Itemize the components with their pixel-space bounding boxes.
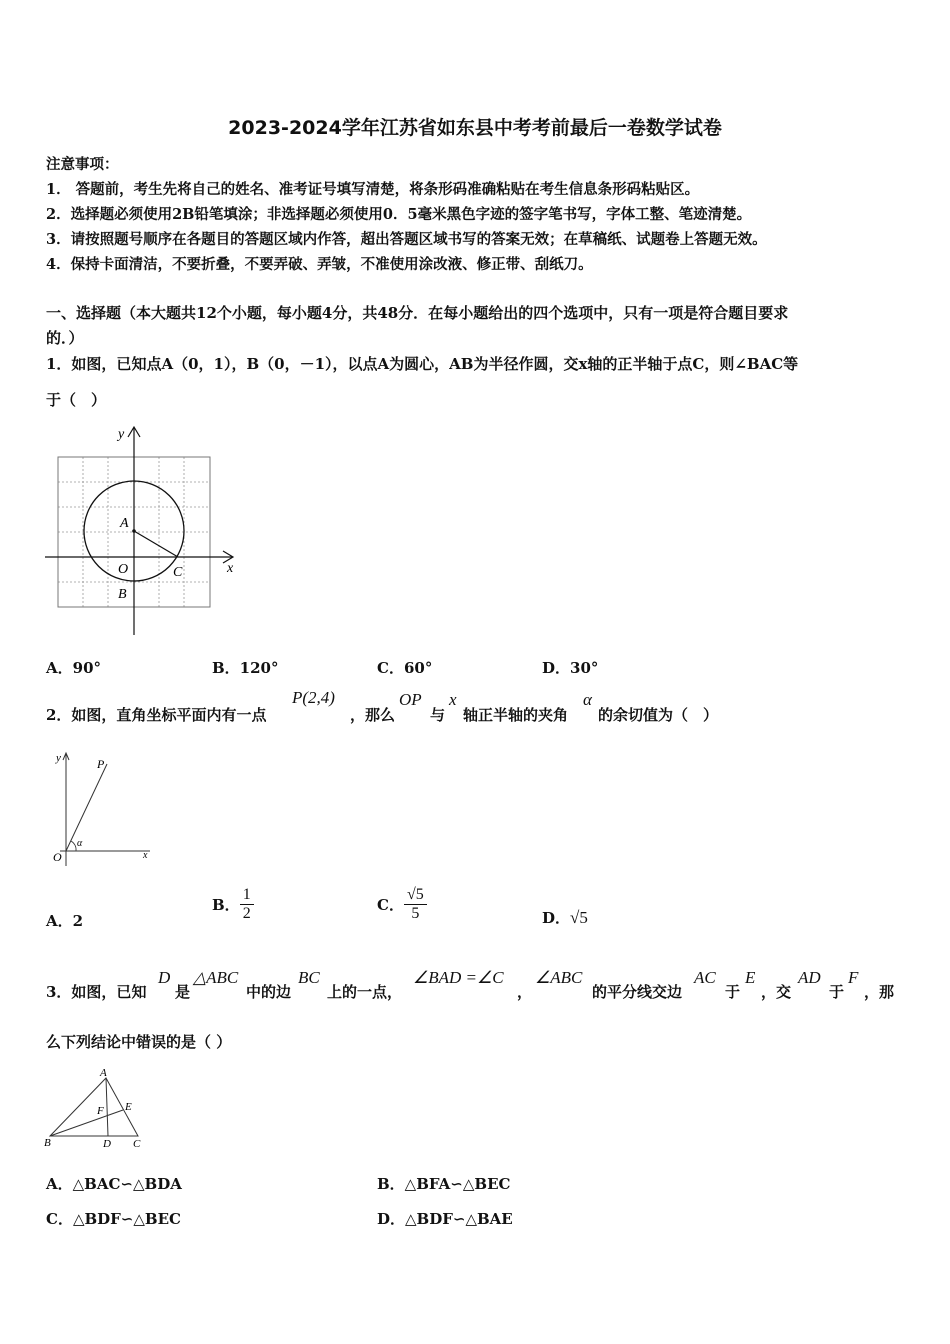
q1-option-d: D．30°	[542, 659, 599, 677]
q3-stem-part9: 于	[829, 983, 845, 1001]
q2-option-c-numerator: √5	[404, 886, 427, 905]
label-o: O	[53, 850, 62, 864]
q2-option-c	[377, 886, 427, 923]
q3-math-f: F	[848, 968, 859, 987]
q2-option-d-label: D．	[542, 909, 571, 927]
note-item-2: 2．选择题必须使用2B铅笔填涂；非选择题必须使用0．5毫米黑色字迹的签字笔书写，字体工整、笔迹清楚。	[46, 206, 752, 223]
q3-stem-line2: 么下列结论中错误的是（ ）	[46, 1033, 232, 1051]
q2-stem-part1: 2．如图，直角坐标平面内有一点	[46, 706, 267, 724]
q3-option-a: A．△BAC∽△BDA	[46, 1175, 182, 1193]
q3-math-bc: BC	[298, 968, 320, 987]
label-b: B	[44, 1137, 51, 1149]
angle-arc	[71, 841, 76, 851]
segment-ac	[134, 531, 178, 557]
label-e: E	[125, 1101, 132, 1113]
q3-figure	[40, 1066, 150, 1152]
q3-math-abc: ∠ABC	[535, 968, 583, 987]
q2-option-b-denominator: 2	[242, 905, 251, 922]
q3-stem-part3: 中的边	[246, 983, 292, 1001]
label-a: A	[100, 1067, 107, 1079]
q2-stem-part2: ，那么	[350, 706, 396, 724]
label-c: C	[173, 565, 183, 580]
label-f: F	[97, 1105, 104, 1117]
q2-option-d-value: √5	[570, 908, 588, 927]
q3-math-triangle: △ABC	[193, 968, 239, 987]
q3-math-angle-eq: ∠BAD =∠C	[413, 968, 504, 987]
q2-option-d	[542, 907, 588, 928]
section-heading-line2: 的．）	[46, 329, 84, 347]
q2-option-a-label: A．	[46, 912, 73, 930]
q2-option-c-label: C．	[377, 896, 404, 914]
q2-option-c-fraction	[404, 886, 427, 923]
q1-stem-line1: 1．如图，已知点A（0，1），B（0，－1），以点A为圆心，AB为半径作圆，交x轴的正半轴于点C，则∠BAC等	[46, 355, 799, 373]
segment-be	[50, 1110, 123, 1136]
q3-option-c: C．△BDF∽△BEC	[46, 1210, 181, 1228]
q3-stem-part4: 上的一点，	[327, 983, 403, 1001]
q2-option-c-denominator: 5	[411, 905, 420, 922]
q1-option-b: B．120°	[212, 659, 279, 677]
q2-option-b-label: B．	[212, 896, 240, 914]
q3-math-e: E	[745, 968, 756, 987]
label-x: x	[143, 850, 148, 861]
q2-math-op: OP	[399, 690, 422, 709]
q2-option-b-fraction	[240, 886, 254, 923]
q3-math-ac: AC	[694, 968, 716, 987]
q2-stem-part3: 与	[430, 706, 446, 724]
q3-stem-part1: 3．如图，已知	[46, 983, 147, 1001]
q1-option-c: C．60°	[377, 659, 433, 677]
note-item-3: 3．请按照题号顺序在各题目的答题区域内作答，超出答题区域书写的答案无效；在草稿纸、试题卷上答题无效。	[46, 231, 767, 248]
q3-math-ad: AD	[798, 968, 821, 987]
q3-option-d: D．△BDF∽△BAE	[377, 1210, 513, 1228]
q1-option-a: A．90°	[46, 659, 102, 677]
q1-stem-line2: 于（ ）	[46, 391, 107, 409]
note-item-1: 1． 答题前，考生先将自己的姓名、准考证号填写清楚，将条形码准确粘贴在考生信息条形码粘贴区。	[46, 181, 700, 198]
section-heading-line1: 一、选择题（本大题共12个小题，每小题4分，共48分．在每小题给出的四个选项中，只有一项是符合题目要求	[46, 304, 789, 322]
note-item-4: 4．保持卡面清洁，不要折叠，不要弄破、弄皱，不准使用涂改液、修正带、刮纸刀。	[46, 256, 593, 273]
q3-stem-part8: ，交	[761, 983, 792, 1001]
page-title: 2023-2024学年江苏省如东县中考考前最后一卷数学试卷	[228, 117, 722, 139]
label-p: P	[97, 757, 105, 771]
q2-stem-part5: 的余切值为（ ）	[598, 706, 719, 724]
notes-heading: 注意事项：	[46, 156, 119, 173]
q3-stem-part2: 是	[175, 983, 191, 1001]
label-c: C	[133, 1138, 141, 1150]
q2-stem-part4: 轴正半轴的夹角	[463, 706, 569, 724]
label-x: x	[227, 561, 234, 576]
label-y: y	[118, 427, 125, 442]
q2-option-b	[212, 886, 254, 923]
q3-math-d: D	[158, 968, 171, 987]
q2-option-a	[46, 910, 83, 931]
point-a-dot	[132, 529, 136, 533]
q2-math-x: x	[449, 690, 457, 709]
label-a: A	[120, 516, 129, 531]
label-y: y	[56, 752, 61, 764]
label-b: B	[118, 587, 127, 602]
label-d: D	[103, 1138, 111, 1150]
q3-stem-part7: 于	[725, 983, 741, 1001]
q2-math-alpha: α	[583, 690, 592, 709]
ray-op	[66, 764, 107, 851]
q3-stem-part10: ，那	[864, 983, 895, 1001]
q3-stem-part5: ，	[517, 983, 533, 1001]
q2-figure	[40, 748, 160, 870]
q3-stem-part6: 的平分线交边	[592, 983, 683, 1001]
label-o: O	[118, 562, 129, 577]
q2-math-p: P(2,4)	[292, 688, 335, 707]
label-alpha: α	[77, 838, 83, 849]
segment-ad	[106, 1078, 108, 1136]
q2-option-a-value: 2	[72, 912, 84, 930]
q2-option-b-numerator: 1	[240, 886, 254, 905]
q3-option-b: B．△BFA∽△BEC	[377, 1175, 511, 1193]
q1-figure	[40, 420, 250, 640]
